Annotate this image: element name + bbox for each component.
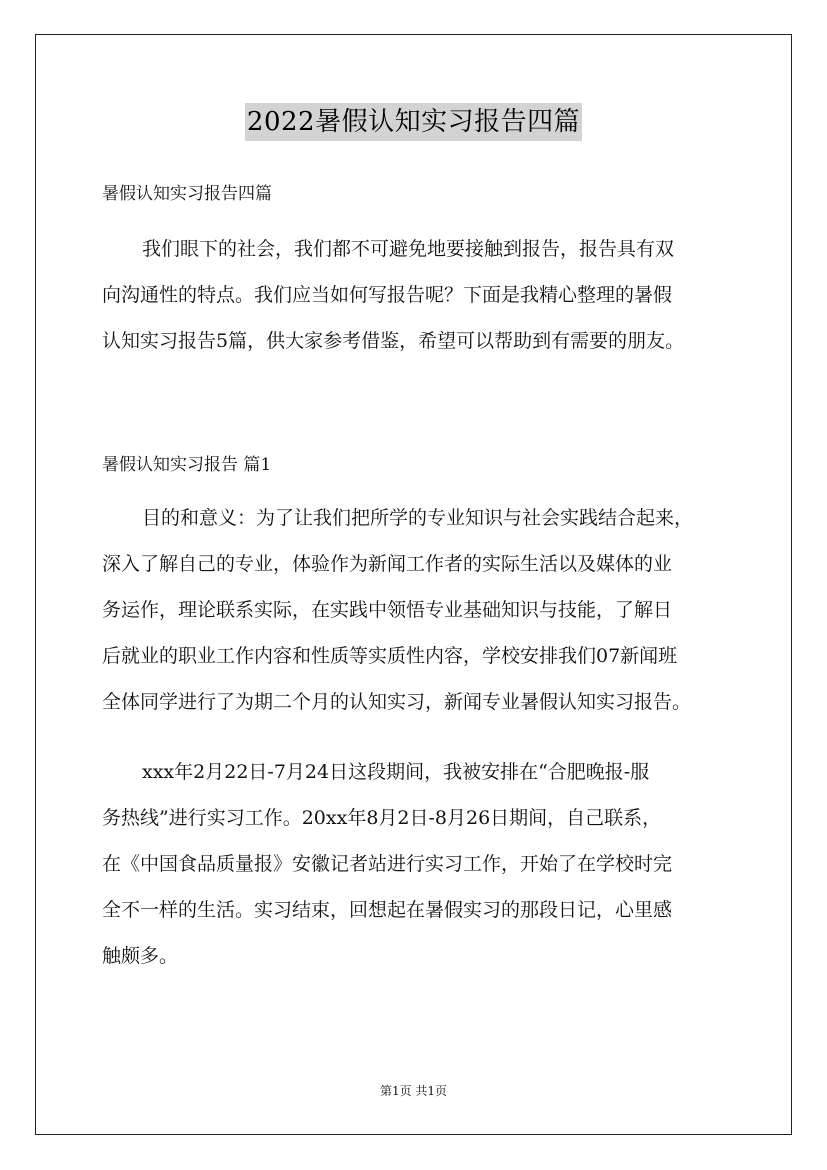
text-line: 我们眼下的社会，我们都不可避免地要接触到报告，报告具有双 [142,238,675,260]
text-line: 务运作，理论联系实际，在实践中领悟专业基础知识与技能，了解日 [102,599,673,621]
page-number-label: 第1页 共1页 [379,1084,448,1098]
intro-paragraph [102,226,742,364]
text-line: 全不一样的生活。实习结束，回想起在暑假实习的那段日记，心里感 [102,899,673,921]
text-line: 触颇多。 [102,945,179,967]
document-subtitle: 暑假认知实习报告四篇 [102,184,272,204]
text-line: 在《中国食品质量报》安徽记者站进行实习工作，开始了在学校时完 [102,853,673,875]
text-line: 深入了解自己的专业，体验作为新闻工作者的实际生活以及媒体的业 [102,553,673,575]
text-line: 向沟通性的特点。我们应当如何写报告呢？下面是我精心整理的暑假 [102,284,673,306]
section1-paragraph-1 [102,495,742,725]
section1-paragraph-2 [102,749,742,979]
document-title-text: 2022暑假认知实习报告四篇 [245,103,582,141]
page-footer [0,1082,827,1100]
text-line: 认知实习报告5篇，供大家参考借鉴，希望可以帮助到有需要的朋友。 [102,330,685,352]
text-line: 务热线”进行实习工作。20xx年8月2日-8月26日期间，自己联系， [102,807,662,829]
text-line: 全体同学进行了为期二个月的认知实习，新闻专业暑假认知实习报告。 [102,691,692,713]
text-line: xxx年2月22日-7月24日这段期间，我被安排在“合肥晚报-服 [142,761,650,783]
section-heading: 暑假认知实习报告 篇1 [102,455,272,475]
text-line: 后就业的职业工作内容和性质等实质性内容，学校安排我们07新闻班 [102,645,678,667]
document-title [0,103,827,141]
text-line: 目的和意义：为了让我们把所学的专业知识与社会实践结合起来， [142,507,694,529]
